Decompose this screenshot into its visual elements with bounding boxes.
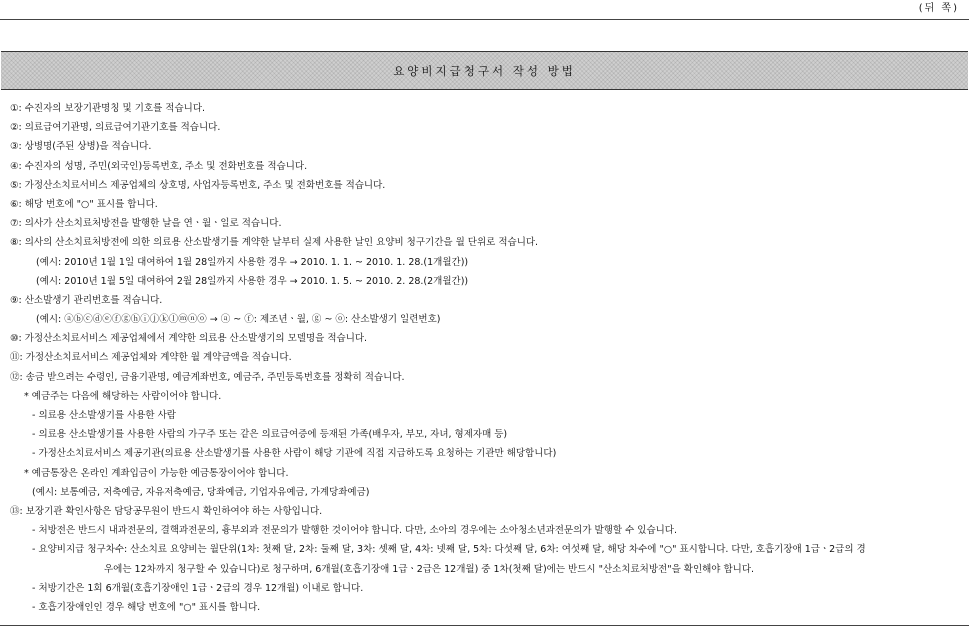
instruction-item-5: ⑤: 가정산소치료서비스 제공업체의 상호명, 사업자등록번호, 주소 및 전화번호를 적습니다. — [10, 179, 386, 191]
instruction-item-8: ⑧: 의사의 산소치료처방전에 의한 의료용 산소발생기를 계약한 날부터 실제 사용한 날인 요양비 청구기간을 월 단위로 적습니다. — [10, 237, 539, 249]
example-line: (예시: 2010년 1월 5일 대여하여 2월 28일까지 사용한 경우 → 2010. 1. 5. ~ 2010. 2. 28.(2개월간)) — [36, 275, 469, 287]
instruction-item-7: ⑦: 의사가 산소치료처방전을 발행한 날을 연ㆍ월ㆍ일로 적습니다. — [10, 218, 282, 230]
instructions-list — [10, 99, 965, 617]
instruction-item-4: ④: 수진자의 성명, 주민(외국인)등록번호, 주소 및 전화번호를 적습니다. — [10, 160, 308, 172]
instruction-item-13: ⑬: 보장기관 확인사항은 담당공무원이 반드시 확인하여야 하는 사항입니다. — [10, 505, 323, 517]
bullet-line: - 가정산소치료서비스 제공기관(의료용 산소발생기를 사용한 사람이 해당 기관에 직접 지급하도록 요청하는 기관만 해당합니다) — [32, 448, 557, 460]
instruction-item-6: ⑥: 해당 번호에 "○" 표시를 합니다. — [10, 198, 158, 210]
instruction-item-12: ⑫: 송금 받으려는 수령인, 금융기관명, 예금계좌번호, 예금주, 주민등록번호를 정확히 적습니다. — [10, 371, 405, 383]
example-line: (예시: 보통예금, 저축예금, 자유저축예금, 당좌예금, 기업자유예금, 가계당좌예금) — [32, 486, 370, 498]
bullet-line: - 의료용 산소발생기를 사용한 사람 — [32, 410, 176, 421]
instruction-item-10: ⑩: 가정산소치료서비스 제공업체에서 계약한 의료용 산소발생기의 모델명을 적습니다. — [10, 333, 368, 345]
bullet-line: - 처방전은 반드시 내과전문의, 결핵과전문의, 흉부외과 전문의가 발행한 것이어야 합니다. 다만, 소아의 경우에는 소아청소년과전문의가 발행할 수 있습니다. — [32, 525, 677, 537]
instruction-item-2: ②: 의료급여기관명, 의료급여기관기호를 적습니다. — [10, 122, 221, 134]
instruction-item-11: ⑪: 가정산소치료서비스 제공업체와 계약한 월 계약금액을 적습니다. — [10, 352, 292, 364]
instruction-item-1: ①: 수진자의 보장기관명칭 및 기호를 적습니다. — [10, 103, 206, 114]
bullet-line: - 처방기간은 1회 6개월(호흡기장애인 1급ㆍ2급의 경우 12개월) 이내로 합니다. — [32, 582, 364, 594]
example-line: (예시: 2010년 1월 1일 대여하여 1월 28일까지 사용한 경우 → 2010. 1. 1. ~ 2010. 1. 28.(1개월간)) — [36, 256, 469, 268]
note-line: * 예금주는 다음에 해당하는 사람이어야 합니다. — [24, 390, 222, 402]
page-side-label: (뒤 쪽) — [918, 3, 959, 14]
page-title: 요양비지급청구서 작성 방법 — [393, 63, 576, 78]
note-line: * 예금통장은 온라인 계좌입금이 가능한 예금통장이어야 합니다. — [24, 467, 289, 479]
bullet-line: - 호흡기장애인인 경우 해당 번호에 "○" 표시를 합니다. — [32, 601, 261, 613]
top-divider — [0, 19, 969, 20]
bullet-line: - 요양비지급 청구차수: 산소치료 요양비는 월단위(1차: 첫째 달, 2차: 둘째 달, 3차: 셋째 달, 4차: 넷째 달, 5차: 다섯째 달, 6차: 여섯째 달, 해당 차수에 "○" 표시합니다. 다만, 호흡기장애 1급ㆍ2급의 경 — [32, 544, 866, 556]
example-line: (예시: ⓐⓑⓒⓓⓔⓕⓖⓗⓘⓙⓚⓛⓜⓝⓞ → ⓐ ~ ⓕ: 제조년ㆍ월, ⓖ ~ ⓞ: 산소발생기 일련번호) — [36, 314, 441, 326]
bottom-divider — [0, 625, 969, 626]
instruction-item-3: ③: 상병명(주된 상병)을 적습니다. — [10, 141, 152, 153]
bullet-continuation-line: 우에는 12차까지 청구할 수 있습니다)로 청구하며, 6개월(호흡기장애 1급ㆍ2급은 12개월) 중 1차(첫째 달)에는 반드시 "산소치료처방전"을 확인해야 합니다. — [104, 563, 755, 575]
title-banner — [1, 51, 968, 90]
instruction-item-9: ⑨: 산소발생기 관리번호를 적습니다. — [10, 294, 163, 306]
bullet-line: - 의료용 산소발생기를 사용한 사람의 가구주 또는 같은 의료급여증에 등재된 가족(배우자, 부모, 자녀, 형제자매 등) — [32, 429, 508, 441]
